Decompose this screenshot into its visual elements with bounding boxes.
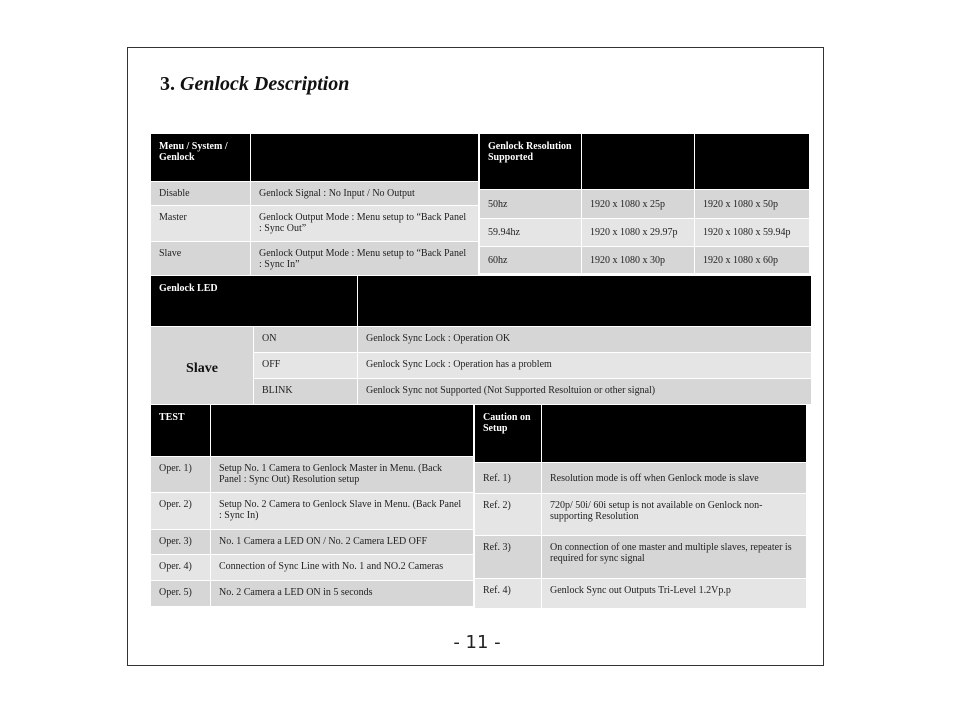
table-row	[151, 206, 479, 242]
table-row	[480, 219, 810, 247]
table-header-row	[475, 405, 807, 463]
table-row	[475, 494, 807, 536]
resolution-cell: 1920 x 1080 x 60p	[695, 247, 810, 274]
caution-cell: Ref. 1)	[475, 463, 542, 494]
menu-header-cell: Menu / System / Genlock	[151, 134, 251, 182]
test-header-cell: TEST	[151, 405, 211, 457]
led-state-cell: BLINK	[254, 379, 358, 405]
led-desc-cell: Genlock Sync not Supported (Not Supported Resoltuion or other signal)	[358, 379, 812, 405]
table-row	[475, 579, 807, 609]
resolution-header-blank	[582, 134, 695, 190]
caution-cell: Genlock Sync out Outputs Tri-Level 1.2Vp.p	[542, 579, 807, 609]
table-header-row	[151, 405, 474, 457]
resolution-cell: 1920 x 1080 x 30p	[582, 247, 695, 274]
caution-cell: Ref. 3)	[475, 536, 542, 579]
test-header-blank	[211, 405, 474, 457]
caution-header-blank	[542, 405, 807, 463]
caution-table	[474, 404, 807, 609]
resolution-cell: 50hz	[480, 190, 582, 219]
caution-header-cell: Caution on Setup	[475, 405, 542, 463]
section-title: Genlock Description	[180, 73, 350, 95]
page-title	[160, 73, 349, 96]
led-desc-cell: Genlock Sync Lock : Operation has a problem	[358, 353, 812, 379]
resolution-cell: 60hz	[480, 247, 582, 274]
test-table	[150, 404, 474, 607]
resolution-cell: 59.94hz	[480, 219, 582, 247]
led-mode-label: Slave	[151, 327, 254, 405]
menu-cell: Slave	[151, 242, 251, 276]
table-row	[151, 530, 474, 555]
resolution-table	[479, 133, 810, 274]
table-row	[480, 190, 810, 219]
resolution-cell: 1920 x 1080 x 50p	[695, 190, 810, 219]
caution-cell: Resolution mode is off when Genlock mode is slave	[542, 463, 807, 494]
genlock-led-table	[150, 275, 812, 405]
table-row	[151, 327, 812, 353]
table-row	[151, 555, 474, 581]
table-row	[151, 457, 474, 493]
caution-cell: Ref. 2)	[475, 494, 542, 536]
caution-cell: 720p/ 50i/ 60i setup is not available on Genlock non-supporting Resolution	[542, 494, 807, 536]
test-cell: Setup No. 1 Camera to Genlock Master in Menu. (Back Panel : Sync Out) Resolution setup	[211, 457, 474, 493]
led-state-cell: ON	[254, 327, 358, 353]
table-header-row	[480, 134, 810, 190]
test-cell: No. 2 Camera a LED ON in 5 seconds	[211, 581, 474, 607]
led-desc-cell: Genlock Sync Lock : Operation OK	[358, 327, 812, 353]
test-cell: Oper. 4)	[151, 555, 211, 581]
led-header-cell: Genlock LED	[151, 276, 358, 327]
test-cell: Oper. 2)	[151, 493, 211, 530]
menu-genlock-table	[150, 133, 479, 276]
led-header-blank	[358, 276, 812, 327]
table-header-row	[151, 276, 812, 327]
table-row	[151, 581, 474, 607]
table-row	[475, 463, 807, 494]
page-number: - 11 -	[453, 632, 501, 653]
test-cell: Oper. 1)	[151, 457, 211, 493]
test-cell: Connection of Sync Line with No. 1 and NO.2 Cameras	[211, 555, 474, 581]
table-row	[151, 182, 479, 206]
menu-header-blank	[251, 134, 479, 182]
test-cell: Oper. 3)	[151, 530, 211, 555]
table-row	[151, 242, 479, 276]
section-number: 3.	[160, 73, 175, 95]
test-cell: No. 1 Camera a LED ON / No. 2 Camera LED OFF	[211, 530, 474, 555]
menu-cell: Genlock Output Mode : Menu setup to “Back Panel : Sync In”	[251, 242, 479, 276]
caution-cell: On connection of one master and multiple slaves, repeater is required for sync signal	[542, 536, 807, 579]
table-row	[151, 493, 474, 530]
test-cell: Setup No. 2 Camera to Genlock Slave in Menu. (Back Panel : Sync In)	[211, 493, 474, 530]
menu-cell: Master	[151, 206, 251, 242]
resolution-cell: 1920 x 1080 x 25p	[582, 190, 695, 219]
resolution-header-cell: Genlock Resolution Supported	[480, 134, 582, 190]
test-cell: Oper. 5)	[151, 581, 211, 607]
menu-cell: Genlock Signal : No Input / No Output	[251, 182, 479, 206]
menu-cell: Disable	[151, 182, 251, 206]
led-state-cell: OFF	[254, 353, 358, 379]
resolution-cell: 1920 x 1080 x 29.97p	[582, 219, 695, 247]
resolution-cell: 1920 x 1080 x 59.94p	[695, 219, 810, 247]
caution-cell: Ref. 4)	[475, 579, 542, 609]
table-row	[480, 247, 810, 274]
table-row	[475, 536, 807, 579]
resolution-header-blank	[695, 134, 810, 190]
menu-cell: Genlock Output Mode : Menu setup to “Back Panel : Sync Out”	[251, 206, 479, 242]
table-header-row	[151, 134, 479, 182]
